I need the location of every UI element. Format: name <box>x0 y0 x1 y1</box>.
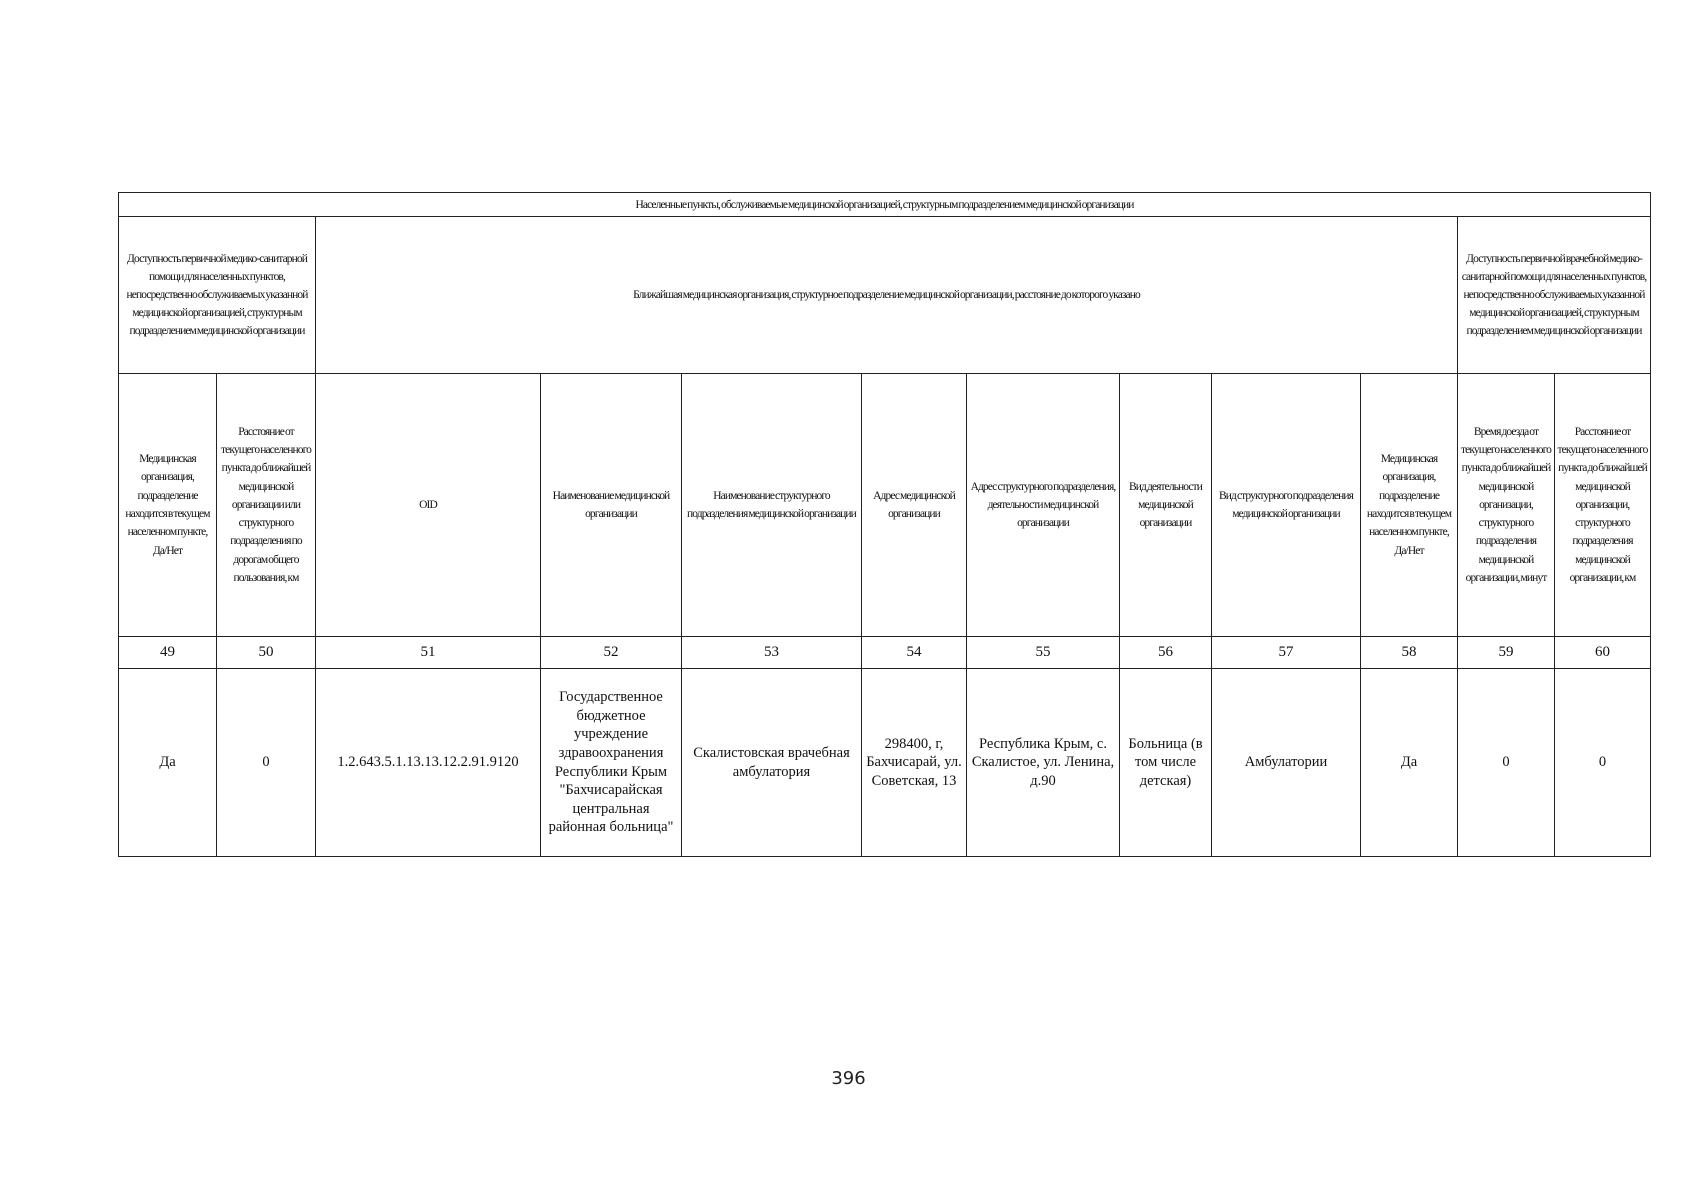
column-header: Наименование медицинской организации <box>541 374 682 637</box>
column-number: 58 <box>1361 637 1458 669</box>
column-header: OID <box>316 374 541 637</box>
table-title: Населенные пункты, обслуживаемые медицинской организацией, структурным подразделением медицинской организации <box>119 193 1651 217</box>
column-header: Медицинская организация, подразделение находится в текущем населенном пункте, Да/Нет <box>119 374 217 637</box>
column-header: Медицинская организация, подразделение находится в текущем населенном пункте, Да/Нет <box>1361 374 1458 637</box>
cell-activity-type: Больница (в том числе детская) <box>1120 669 1212 857</box>
cell-oid: 1.2.643.5.1.13.13.12.2.91.9120 <box>316 669 541 857</box>
cell-organization-address: 298400, г, Бахчисарай, ул. Советская, 13 <box>862 669 967 857</box>
cell-primary-in-settlement: Да <box>1361 669 1458 857</box>
table-row <box>119 669 1651 857</box>
cell-subdivision-type: Амбулатории <box>1212 669 1361 857</box>
document-table <box>118 192 1651 857</box>
column-number: 55 <box>967 637 1120 669</box>
column-header: Расстояние от текущего населенного пункта до ближайшей медицинской организации или структурного подразделения по дорогам общего пользования, км <box>217 374 316 637</box>
group-header-right: Доступность первичной врачебной медико-санитарной помощи для населенных пунктов, непосредственно обслуживаемых указанной медицинской организацией, структурным подразделением медицинской организации <box>1458 217 1651 374</box>
column-header: Адрес структурного подразделения, деятельности медицинской организации <box>967 374 1120 637</box>
cell-subdivision-address: Республика Крым, с. Скалистое, ул. Ленина, д.90 <box>967 669 1120 857</box>
page-number: 396 <box>831 1068 866 1089</box>
group-header-left: Доступность первичной медико-санитарной помощи для населенных пунктов, непосредственно обслуживаемых указанной медицинской организацией, структурным подразделением медицинской организации <box>119 217 316 374</box>
column-number: 53 <box>682 637 862 669</box>
column-header: Адрес медицинской организации <box>862 374 967 637</box>
column-number: 54 <box>862 637 967 669</box>
cell-travel-time-min: 0 <box>1458 669 1555 857</box>
column-number-row <box>119 637 1651 669</box>
column-number: 52 <box>541 637 682 669</box>
column-header: Вид деятельности медицинской организации <box>1120 374 1212 637</box>
group-header-middle: Ближайшая медицинская организация, структурное подразделение медицинской организации, расстояние до которого указано <box>316 217 1458 374</box>
column-number: 56 <box>1120 637 1212 669</box>
column-number: 60 <box>1555 637 1651 669</box>
cell-in-settlement: Да <box>119 669 217 857</box>
cell-distance-km: 0 <box>217 669 316 857</box>
column-header: Вид структурного подразделения медицинской организации <box>1212 374 1361 637</box>
cell-primary-distance-km: 0 <box>1555 669 1651 857</box>
column-number: 57 <box>1212 637 1361 669</box>
column-header: Расстояние от текущего населенного пункта до ближайшей медицинской организации, структурного подразделения медицинской организации, км <box>1555 374 1651 637</box>
column-number: 50 <box>217 637 316 669</box>
cell-organization-name: Государственное бюджетное учреждение здравоохранения Республики Крым "Бахчисарайская центральная районная больница" <box>541 669 682 857</box>
column-number: 49 <box>119 637 217 669</box>
cell-subdivision-name: Скалистовская врачебная амбулатория <box>682 669 862 857</box>
column-header: Время доезда от текущего населенного пункта до ближайшей медицинской организации, структурного подразделения медицинской организации, минут <box>1458 374 1555 637</box>
column-number: 59 <box>1458 637 1555 669</box>
column-number: 51 <box>316 637 541 669</box>
column-header: Наименование структурного подразделения медицинской организации <box>682 374 862 637</box>
